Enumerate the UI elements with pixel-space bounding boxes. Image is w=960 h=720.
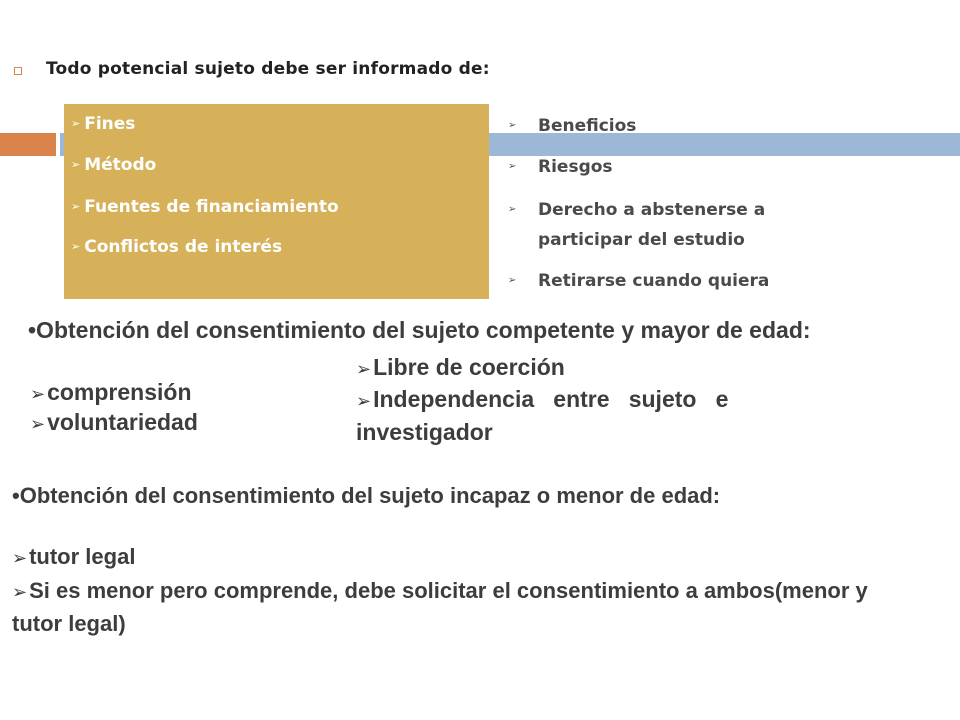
arrow-bullet-icon: ➢ — [71, 117, 81, 130]
decorative-orange-band — [0, 133, 56, 156]
header-text: Todo potencial sujeto debe ser informado de: — [46, 59, 490, 79]
check-arrow-icon: ➢ — [356, 359, 372, 379]
arrow-bullet-icon: ➢ — [508, 120, 517, 131]
competent-left-item: ➢voluntariedad — [30, 409, 198, 435]
right-list-item: ➢ Riesgos — [508, 152, 808, 182]
check-arrow-icon: ➢ — [12, 548, 28, 568]
gold-list-item: ➢ Método — [71, 155, 157, 175]
right-list-item: ➢ Derecho a abstenerse a participar del estudio — [508, 195, 808, 255]
square-bullet-icon — [14, 67, 22, 75]
check-arrow-icon: ➢ — [30, 414, 46, 434]
gold-list-item: ➢ Conflictos de interés — [71, 237, 283, 257]
right-list-item: ➢ Beneficios — [508, 111, 808, 141]
section-competent-title: •Obtención del consentimiento del sujeto competente y mayor de edad: — [28, 317, 811, 343]
arrow-bullet-icon: ➢ — [71, 240, 81, 253]
incapable-item: ➢tutor legal — [12, 544, 136, 569]
competent-right-item: ➢Independencia entre sujeto e investigador — [356, 386, 735, 445]
competent-left-item: ➢comprensión — [30, 379, 192, 405]
gold-list-item: ➢ Fines — [71, 114, 136, 134]
check-arrow-icon: ➢ — [356, 391, 372, 411]
arrow-bullet-icon: ➢ — [508, 161, 517, 172]
incapable-item: ➢Si es menor pero comprende, debe solicitar el consentimiento a ambos(menor y tutor legal) — [12, 578, 868, 636]
arrow-bullet-icon: ➢ — [508, 275, 517, 286]
competent-right-item: ➢Libre de coerción — [356, 354, 565, 380]
arrow-bullet-icon: ➢ — [71, 158, 81, 171]
check-arrow-icon: ➢ — [30, 384, 46, 404]
check-arrow-icon: ➢ — [12, 582, 28, 602]
gold-list-item: ➢ Fuentes de financiamiento — [71, 197, 339, 217]
arrow-bullet-icon: ➢ — [508, 204, 517, 215]
arrow-bullet-icon: ➢ — [71, 200, 81, 213]
right-list-item: ➢ Retirarse cuando quiera — [508, 266, 828, 296]
section-incapable-title: •Obtención del consentimiento del sujeto incapaz o menor de edad: — [12, 483, 721, 508]
gold-info-box — [64, 104, 489, 299]
